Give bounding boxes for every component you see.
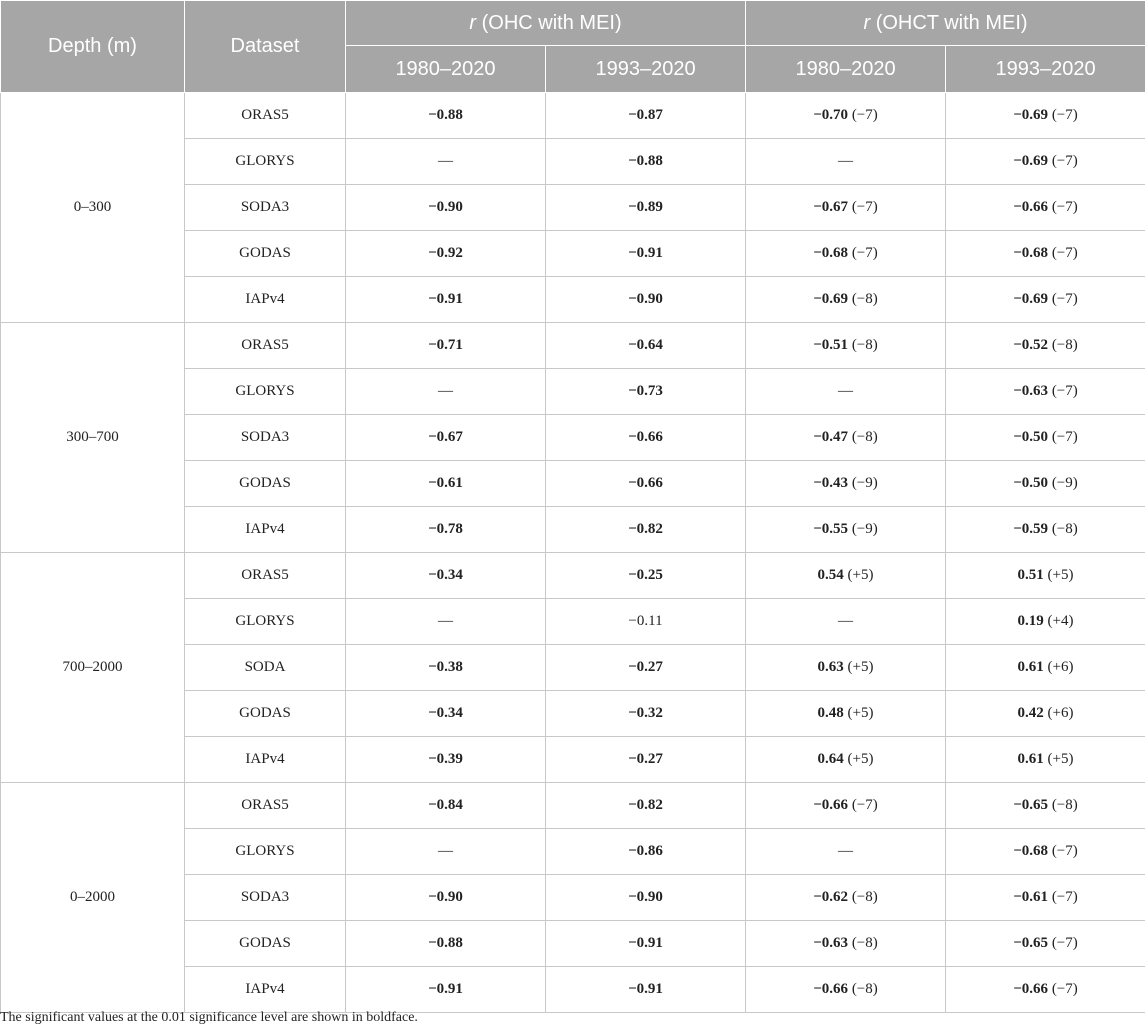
dataset-cell: SODA bbox=[185, 645, 346, 691]
dataset-cell: GLORYS bbox=[185, 829, 346, 875]
lag-months: (−7) bbox=[848, 797, 878, 813]
dataset-cell: GLORYS bbox=[185, 139, 346, 185]
correlation-value: −0.62 bbox=[813, 889, 849, 905]
lag-months: (−7) bbox=[1048, 153, 1078, 169]
ohct-value-cell bbox=[746, 967, 946, 1013]
lag-months: (−8) bbox=[848, 291, 878, 307]
lag-months: (−7) bbox=[1048, 935, 1078, 951]
dataset-cell: GLORYS bbox=[185, 599, 346, 645]
ohc-group-label: (OHC with MEI) bbox=[476, 11, 622, 34]
correlation-value: −0.92 bbox=[428, 245, 463, 261]
depth-cell: 0–2000 bbox=[1, 783, 185, 1013]
ohct-value-cell bbox=[946, 323, 1145, 369]
lag-months: (−8) bbox=[848, 337, 878, 353]
ohct-value-cell bbox=[946, 553, 1145, 599]
ohct-group-header bbox=[746, 1, 1145, 46]
ohc-value-cell bbox=[346, 829, 546, 875]
ohct-value-cell bbox=[946, 645, 1145, 691]
ohct-value-cell bbox=[946, 231, 1145, 277]
ohc-group-header bbox=[346, 1, 746, 46]
ohc-value-cell bbox=[546, 185, 746, 231]
ohct-value-cell bbox=[746, 93, 946, 139]
lag-months: (−7) bbox=[848, 245, 878, 261]
depth-cell: 300–700 bbox=[1, 323, 185, 553]
lag-months: (−7) bbox=[1048, 199, 1078, 215]
ohct-value-cell bbox=[946, 691, 1145, 737]
ohc-value-cell bbox=[546, 323, 746, 369]
correlation-value: 0.54 bbox=[817, 567, 844, 583]
correlation-value: −0.67 bbox=[428, 429, 463, 445]
lag-months: (−7) bbox=[848, 107, 878, 123]
lag-months: (−7) bbox=[1048, 291, 1078, 307]
ohct-value-cell bbox=[746, 415, 946, 461]
lag-months: (−9) bbox=[848, 475, 878, 491]
correlation-value: — bbox=[838, 843, 854, 859]
table-header bbox=[1, 1, 1145, 93]
ohct-value-cell bbox=[746, 461, 946, 507]
correlation-value: −0.63 bbox=[813, 935, 849, 951]
correlation-value: −0.73 bbox=[628, 383, 663, 399]
ohct-value-cell bbox=[746, 875, 946, 921]
correlation-value: −0.63 bbox=[1013, 383, 1049, 399]
ohc-value-cell bbox=[346, 93, 546, 139]
correlation-value: −0.50 bbox=[1013, 429, 1049, 445]
ohct-value-cell bbox=[746, 737, 946, 783]
correlation-value: — bbox=[838, 613, 854, 629]
lag-months: (+5) bbox=[843, 659, 874, 675]
correlation-value: −0.91 bbox=[628, 935, 663, 951]
ohct-value-cell bbox=[946, 599, 1145, 645]
ohc-value-cell bbox=[346, 737, 546, 783]
correlation-value: −0.11 bbox=[628, 613, 663, 629]
ohc-value-cell bbox=[346, 507, 546, 553]
correlation-value: −0.67 bbox=[813, 199, 849, 215]
correlation-value: −0.86 bbox=[628, 843, 663, 859]
lag-months: (−8) bbox=[1048, 521, 1078, 537]
correlation-value: −0.68 bbox=[813, 245, 849, 261]
ohc-value-cell bbox=[346, 323, 546, 369]
ohct-value-cell bbox=[946, 875, 1145, 921]
lag-months: (−9) bbox=[1048, 475, 1078, 491]
depth-cell: 700–2000 bbox=[1, 553, 185, 783]
ohct-r-symbol: r bbox=[863, 11, 871, 34]
ohc-value-cell bbox=[546, 875, 746, 921]
lag-months: (+5) bbox=[1043, 751, 1074, 767]
ohct-value-cell bbox=[946, 415, 1145, 461]
correlation-value: −0.66 bbox=[813, 797, 849, 813]
correlation-value: −0.39 bbox=[428, 751, 463, 767]
ohc-value-cell bbox=[546, 829, 746, 875]
ohct-value-cell bbox=[746, 139, 946, 185]
correlation-value: −0.34 bbox=[428, 705, 463, 721]
dataset-cell: ORAS5 bbox=[185, 323, 346, 369]
dataset-cell: ORAS5 bbox=[185, 783, 346, 829]
correlation-value: −0.88 bbox=[628, 153, 663, 169]
ohct-value-cell bbox=[746, 783, 946, 829]
correlation-value: −0.69 bbox=[1013, 291, 1049, 307]
correlation-value: −0.32 bbox=[628, 705, 663, 721]
correlation-value: −0.68 bbox=[1013, 245, 1049, 261]
ohc-value-cell bbox=[346, 875, 546, 921]
ohc-r-symbol: r bbox=[469, 11, 477, 34]
correlation-value: −0.82 bbox=[628, 521, 663, 537]
dataset-cell: IAPv4 bbox=[185, 277, 346, 323]
ohc-value-cell bbox=[346, 185, 546, 231]
ohc-value-cell bbox=[546, 783, 746, 829]
correlation-value: −0.27 bbox=[628, 751, 663, 767]
lag-months: (−7) bbox=[1048, 981, 1078, 997]
correlation-value: −0.65 bbox=[1013, 935, 1049, 951]
ohct-value-cell bbox=[946, 737, 1145, 783]
dataset-cell: SODA3 bbox=[185, 185, 346, 231]
lag-months: (+6) bbox=[1043, 659, 1074, 675]
correlation-value: −0.66 bbox=[1013, 981, 1049, 997]
correlation-value: −0.25 bbox=[628, 567, 663, 583]
ohc-value-cell bbox=[346, 461, 546, 507]
ohct-value-cell bbox=[746, 921, 946, 967]
ohc-value-cell bbox=[346, 139, 546, 185]
lag-months: (+6) bbox=[1043, 705, 1074, 721]
ohct-value-cell bbox=[746, 277, 946, 323]
ohct-value-cell bbox=[946, 369, 1145, 415]
correlation-value: −0.55 bbox=[813, 521, 849, 537]
correlation-value: −0.91 bbox=[428, 981, 463, 997]
correlation-value: 0.61 bbox=[1017, 751, 1044, 767]
lag-months: (+4) bbox=[1043, 613, 1074, 629]
correlation-value: 0.61 bbox=[1017, 659, 1044, 675]
correlation-value: −0.43 bbox=[813, 475, 849, 491]
ohc-value-cell bbox=[346, 369, 546, 415]
ohct-value-cell bbox=[946, 461, 1145, 507]
ohct-value-cell bbox=[946, 185, 1145, 231]
correlation-value: −0.88 bbox=[428, 107, 463, 123]
correlation-value: −0.34 bbox=[428, 567, 463, 583]
ohc-value-cell bbox=[546, 553, 746, 599]
dataset-cell: GODAS bbox=[185, 691, 346, 737]
lag-months: (−8) bbox=[848, 935, 878, 951]
lag-months: (+5) bbox=[843, 705, 874, 721]
ohc-value-cell bbox=[546, 645, 746, 691]
ohc-value-cell bbox=[546, 139, 746, 185]
correlation-value: −0.70 bbox=[813, 107, 849, 123]
ohct-value-cell bbox=[746, 553, 946, 599]
ohc-value-cell bbox=[346, 231, 546, 277]
correlation-value: −0.51 bbox=[813, 337, 849, 353]
correlation-value: 0.64 bbox=[817, 751, 844, 767]
ohct-period-1980-header: 1980–2020 bbox=[746, 46, 946, 93]
ohct-value-cell bbox=[946, 139, 1145, 185]
ohc-value-cell bbox=[346, 415, 546, 461]
correlation-value: −0.47 bbox=[813, 429, 849, 445]
correlation-value: −0.84 bbox=[428, 797, 463, 813]
lag-months: (+5) bbox=[843, 567, 874, 583]
ohc-value-cell bbox=[546, 691, 746, 737]
correlation-value: — bbox=[438, 383, 453, 399]
ohct-value-cell bbox=[946, 507, 1145, 553]
correlation-value: −0.65 bbox=[1013, 797, 1049, 813]
ohc-value-cell bbox=[546, 737, 746, 783]
ohc-value-cell bbox=[546, 967, 746, 1013]
table-footnote: The significant values at the 0.01 significance level are shown in boldface. bbox=[0, 1010, 418, 1025]
correlation-value: −0.91 bbox=[628, 981, 663, 997]
lag-months: (−8) bbox=[1048, 797, 1078, 813]
lag-months: (−7) bbox=[1048, 383, 1078, 399]
ohc-value-cell bbox=[346, 921, 546, 967]
ohct-value-cell bbox=[946, 921, 1145, 967]
correlation-value: — bbox=[438, 843, 453, 859]
lag-months: (−7) bbox=[1048, 107, 1078, 123]
ohct-value-cell bbox=[746, 645, 946, 691]
correlation-value: — bbox=[438, 613, 453, 629]
table-row bbox=[1, 93, 1145, 139]
dataset-cell: IAPv4 bbox=[185, 967, 346, 1013]
correlation-value: −0.66 bbox=[1013, 199, 1049, 215]
ohc-value-cell bbox=[346, 967, 546, 1013]
ohc-value-cell bbox=[546, 231, 746, 277]
ohc-value-cell bbox=[546, 599, 746, 645]
correlation-value: 0.51 bbox=[1017, 567, 1044, 583]
ohct-value-cell bbox=[946, 93, 1145, 139]
dataset-cell: IAPv4 bbox=[185, 507, 346, 553]
ohc-value-cell bbox=[346, 691, 546, 737]
ohc-period-1980-header: 1980–2020 bbox=[346, 46, 546, 93]
correlation-value: −0.69 bbox=[1013, 107, 1049, 123]
lag-months: (−7) bbox=[1048, 429, 1078, 445]
lag-months: (−8) bbox=[1048, 337, 1078, 353]
ohct-value-cell bbox=[746, 323, 946, 369]
ohct-value-cell bbox=[746, 691, 946, 737]
correlation-value: −0.71 bbox=[428, 337, 463, 353]
correlation-value: — bbox=[838, 153, 854, 169]
depth-column-header: Depth (m) bbox=[1, 1, 185, 93]
correlation-value: −0.69 bbox=[813, 291, 849, 307]
dataset-cell: IAPv4 bbox=[185, 737, 346, 783]
ohct-value-cell bbox=[946, 277, 1145, 323]
correlation-value: −0.69 bbox=[1013, 153, 1049, 169]
dataset-cell: GODAS bbox=[185, 921, 346, 967]
dataset-column-header: Dataset bbox=[185, 1, 346, 93]
dataset-cell: GLORYS bbox=[185, 369, 346, 415]
correlation-value: 0.63 bbox=[817, 659, 844, 675]
lag-months: (−7) bbox=[1048, 843, 1078, 859]
correlation-value: −0.89 bbox=[628, 199, 663, 215]
dataset-cell: ORAS5 bbox=[185, 553, 346, 599]
correlation-value: −0.64 bbox=[628, 337, 663, 353]
table-row bbox=[1, 323, 1145, 369]
ohc-value-cell bbox=[546, 415, 746, 461]
correlation-value: — bbox=[438, 153, 453, 169]
ohc-value-cell bbox=[546, 277, 746, 323]
correlation-value: −0.38 bbox=[428, 659, 463, 675]
table-row bbox=[1, 783, 1145, 829]
ohc-value-cell bbox=[346, 599, 546, 645]
correlation-value: −0.27 bbox=[628, 659, 663, 675]
correlation-value: −0.82 bbox=[628, 797, 663, 813]
correlation-value: −0.61 bbox=[428, 475, 463, 491]
lag-months: (−7) bbox=[1048, 889, 1078, 905]
dataset-cell: SODA3 bbox=[185, 875, 346, 921]
lag-months: (−8) bbox=[848, 889, 878, 905]
correlation-value: −0.50 bbox=[1013, 475, 1049, 491]
lag-months: (+5) bbox=[843, 751, 874, 767]
dataset-cell: SODA3 bbox=[185, 415, 346, 461]
correlation-value: −0.88 bbox=[428, 935, 463, 951]
ohct-value-cell bbox=[746, 599, 946, 645]
ohc-value-cell bbox=[546, 93, 746, 139]
dataset-cell: GODAS bbox=[185, 461, 346, 507]
lag-months: (−9) bbox=[848, 521, 878, 537]
ohct-group-label: (OHCT with MEI) bbox=[870, 11, 1028, 34]
dataset-cell: ORAS5 bbox=[185, 93, 346, 139]
table-body bbox=[1, 93, 1145, 1013]
dataset-cell: GODAS bbox=[185, 231, 346, 277]
correlation-value: −0.78 bbox=[428, 521, 463, 537]
ohc-value-cell bbox=[546, 461, 746, 507]
correlation-value: −0.66 bbox=[628, 475, 663, 491]
correlation-value: −0.91 bbox=[628, 245, 663, 261]
correlation-value: 0.48 bbox=[817, 705, 844, 721]
correlation-value: −0.66 bbox=[628, 429, 663, 445]
ohc-period-1993-header: 1993–2020 bbox=[546, 46, 746, 93]
correlation-value: −0.87 bbox=[628, 107, 663, 123]
ohc-value-cell bbox=[346, 277, 546, 323]
correlation-value: −0.52 bbox=[1013, 337, 1049, 353]
ohc-value-cell bbox=[546, 921, 746, 967]
ohct-value-cell bbox=[946, 783, 1145, 829]
ohct-value-cell bbox=[746, 185, 946, 231]
depth-cell: 0–300 bbox=[1, 93, 185, 323]
table-row bbox=[1, 553, 1145, 599]
ohct-value-cell bbox=[746, 369, 946, 415]
ohct-period-1993-header: 1993–2020 bbox=[946, 46, 1145, 93]
lag-months: (+5) bbox=[1043, 567, 1074, 583]
correlation-value: −0.61 bbox=[1013, 889, 1049, 905]
ohc-value-cell bbox=[346, 553, 546, 599]
correlation-value: 0.42 bbox=[1017, 705, 1044, 721]
correlation-value: — bbox=[838, 383, 854, 399]
lag-months: (−7) bbox=[848, 199, 878, 215]
correlation-value: −0.59 bbox=[1013, 521, 1049, 537]
correlation-value: −0.90 bbox=[628, 291, 663, 307]
ohct-value-cell bbox=[746, 231, 946, 277]
ohct-value-cell bbox=[946, 829, 1145, 875]
correlation-value: −0.90 bbox=[428, 889, 463, 905]
ohct-value-cell bbox=[746, 829, 946, 875]
ohct-value-cell bbox=[946, 967, 1145, 1013]
correlation-value: −0.66 bbox=[813, 981, 849, 997]
correlation-value: −0.68 bbox=[1013, 843, 1049, 859]
ohct-value-cell bbox=[746, 507, 946, 553]
ohc-value-cell bbox=[546, 507, 746, 553]
lag-months: (−8) bbox=[848, 981, 878, 997]
ohc-value-cell bbox=[546, 369, 746, 415]
lag-months: (−7) bbox=[1048, 245, 1078, 261]
correlation-value: −0.90 bbox=[428, 199, 463, 215]
ohc-value-cell bbox=[346, 783, 546, 829]
lag-months: (−8) bbox=[848, 429, 878, 445]
correlation-value: −0.91 bbox=[428, 291, 463, 307]
correlation-value: −0.90 bbox=[628, 889, 663, 905]
ohc-value-cell bbox=[346, 645, 546, 691]
correlation-value: 0.19 bbox=[1017, 613, 1044, 629]
